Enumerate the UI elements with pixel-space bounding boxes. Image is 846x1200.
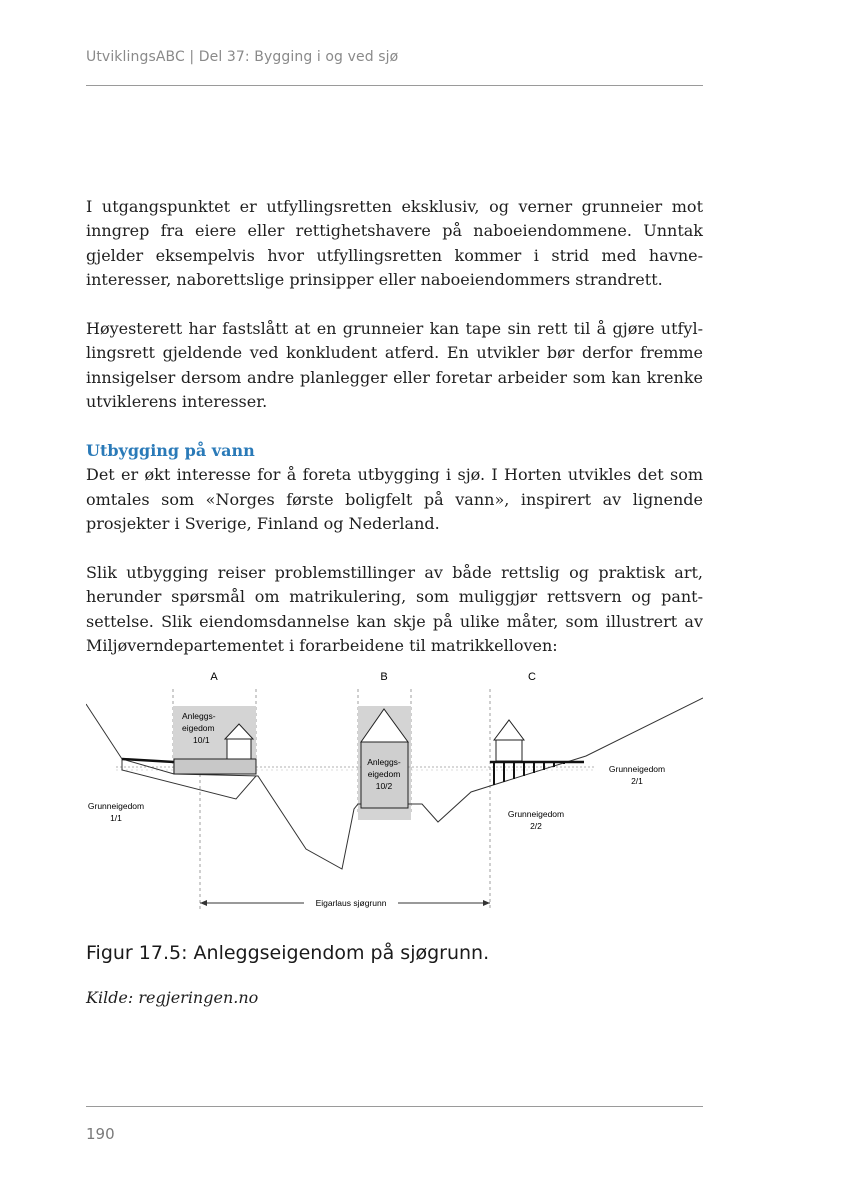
section-heading: Utbygging på vann [86,441,255,461]
label-grunneigedom-1-1-line2: 1/1 [110,813,122,823]
arrowhead-right [483,900,490,906]
label-b: B [380,671,388,683]
arrowhead-left [200,900,207,906]
page-number: 190 [86,1125,115,1143]
paragraph-hoyesterett: Høyesterett har fastslått at en grunneier kan tape sin rett til å gjøre utfyl-lingsrett gjeldende ved konkludent atferd. En utvikler bør derfor fremme innsigelser dersom andre planlegger eller foretar arbeider som kan krenke utviklerens interesser. [86,319,703,412]
label-grunneigedom-2-1-line1: Grunneigedom [608,764,666,774]
label-grunneigedom-2-2-line1: Grunneigedom [507,809,565,819]
paragraph-horten: Det er økt interesse for å foreta utbygging i sjø. I Horten utvikles det som omtales som «Norges første boligfelt på vann», inspirert av lignende prosjekter i Sverige, Finland og Nederland. [86,465,703,534]
house-c-roof [494,720,524,740]
label-c: C [528,671,536,683]
label-anleggseigedom-10-2-line3: 10/2 [375,781,393,791]
figure-anleggseigendom-diagram [86,664,703,916]
house-a-body [227,739,251,759]
header-rule [86,85,703,86]
paragraph-problemstillinger: Slik utbygging reiser problemstillinger av både rettslig og praktisk art, herunder spørsmål om matrikulering, som muliggjør rettsvern og pant-settelse. Slik eiendomsdannelse kan skje på ulike måter, som illustrert av Miljøverndepartementet i forarbeidene til matrikkelloven: [86,563,703,656]
footer-rule [86,1106,703,1107]
label-anleggseigedom-10-1-line1: Anleggs- [182,711,216,721]
house-c-body [496,740,522,761]
label-anleggseigedom-10-1-line3: 10/1 [193,735,210,745]
label-grunneigedom-2-2-line2: 2/2 [530,821,542,831]
label-anleggseigedom-10-2-line1: Anleggs- [367,757,401,767]
platform-a [174,759,256,774]
paragraph-utfyllingsrett: I utgangspunktet er utfyllingsretten eksklusiv, og verner grunneier mot inngrep fra eiere eller rettighetshavere på naboeiendommene. Unntak gjelder eksempelvis hvor utfyllingsretten kommer i strid med havne-interesser, naborettslige prinsipper eller naboeiendommers strandrett. [86,197,703,290]
main-text [86,195,703,683]
figure-source: Kilde: regjeringen.no [86,988,259,1007]
running-header: UtviklingsABC | Del 37: Bygging i og ved sjø [86,49,399,65]
label-anleggseigedom-10-1-line2: eigedom [182,723,215,733]
label-grunneigedom-1-1-line1: Grunneigedom [87,801,145,811]
label-anleggseigedom-10-2-line2: eigedom [367,769,401,779]
label-a: A [210,671,218,683]
figure-caption: Figur 17.5: Anleggseigendom på sjøgrunn. [86,942,490,964]
label-eigarlaus-sjogrunn: Eigarlaus sjøgrunn [315,898,387,908]
label-grunneigedom-2-1-line2: 2/1 [631,776,643,786]
